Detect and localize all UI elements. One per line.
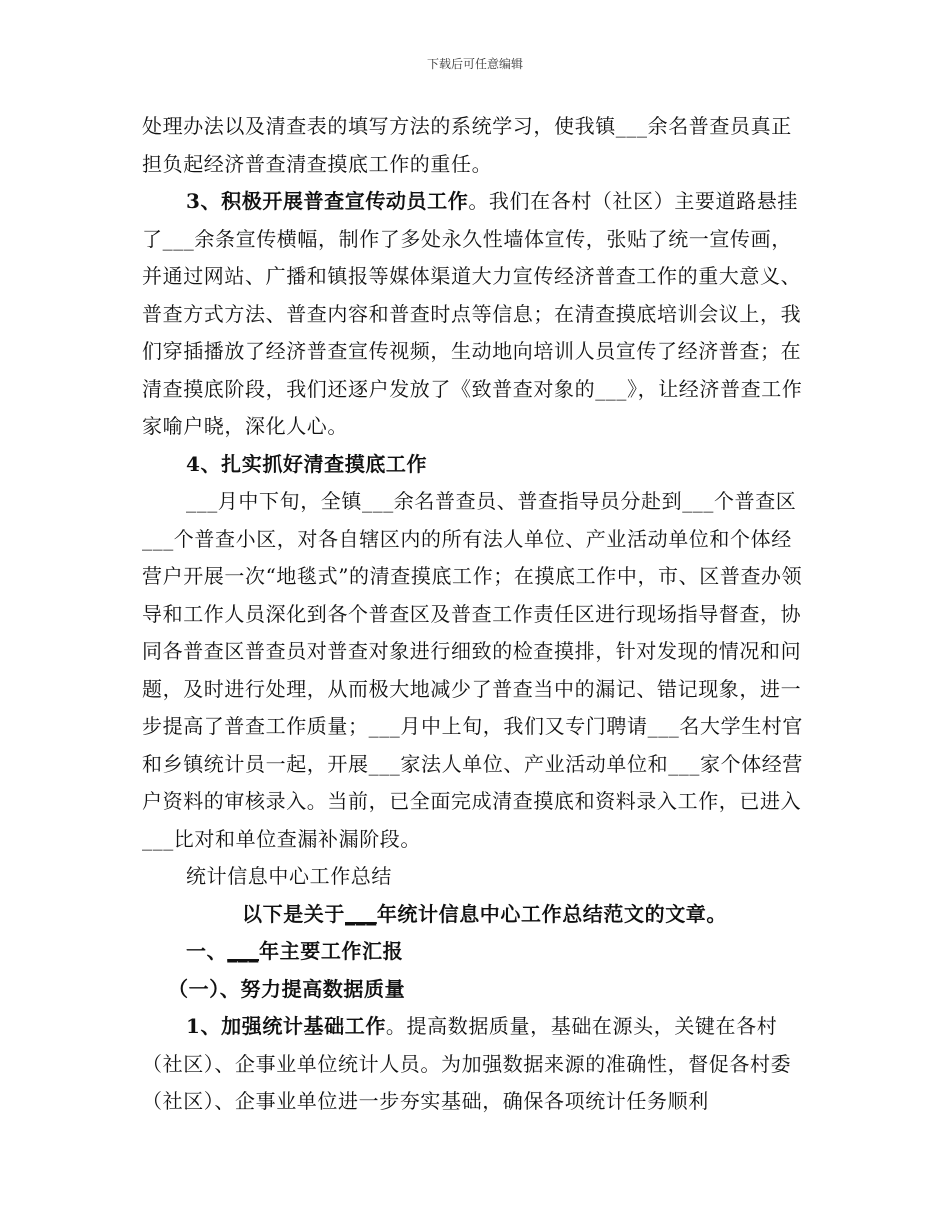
section-heading-1-blank: ___ xyxy=(227,939,260,963)
heading-survey-work: 4、扎实抓好清查摸底工作 xyxy=(186,451,428,476)
heading-publicity: 3、积极开展普查宣传动员工作 xyxy=(186,189,469,213)
intro-post: 年统计信息中心工作总结范文的文章。 xyxy=(376,901,728,926)
paragraph-training-wrapup: 处理办法以及清查表的填写方法的系统学习，使我镇___余名普查员真正担负起经济普查清查摸底工作的重任。 xyxy=(142,114,792,176)
section-heading-1-pre: 一、 xyxy=(186,939,228,963)
document-body xyxy=(142,108,812,1121)
paragraph-statistics-foundation xyxy=(142,1008,812,1121)
paragraph-statistics-foundation-body: 。提高数据质量，基础在源头，关键在各村（社区）、企事业单位统计人员。为加强数据来源的准确性，督促各村委（社区）、企事业单位进一步夯实基础，确保各项统计任务顺利 xyxy=(142,1014,792,1113)
section-heading-1 xyxy=(142,933,812,971)
intro-blank: ___ xyxy=(345,901,377,926)
paragraph-survey-work: ___月中下旬，全镇___余名普查员、普查指导员分赴到___个普查区___个普查小区，对各自辖区内的所有法人单位、产业活动单位和个体经营户开展一次“地毯式”的清查摸底工作；在摸底工作中，市、区普查办领导和工作人员深化到各个普查区及普查工作责任区进行现场指导督查，协同各普查区普查员对普查对象进行细致的检查摸排，针对发现的情况和问题，及时进行处理，从而极大地减少了普查当中的漏记、错记现象，进一步提高了普查工作质量；___月中上旬，我们又专门聘请___名大学生村官和乡镇统计员一起，开展___家法人单位、产业活动单位和___家个体经营户资料的审核录入。当前，已全面完成清查摸底和资料录入工作，已进入___比对和单位查漏补漏阶段。 xyxy=(142,489,803,851)
subsection-heading-1: （一）、努力提高数据质量 xyxy=(168,976,406,1001)
page-header: 下载后可任意编辑 xyxy=(426,57,523,71)
intro-line xyxy=(142,896,812,934)
intro-pre: 以下是关于 xyxy=(242,901,345,926)
section-heading-1-post: 年主要工作汇报 xyxy=(259,939,404,963)
paragraph-publicity xyxy=(142,183,812,446)
summary-title: 统计信息中心工作总结 xyxy=(186,864,392,888)
heading-statistics-foundation: 1、加强统计基础工作 xyxy=(186,1014,386,1038)
paragraph-publicity-body: 。我们在各村（社区）主要道路悬挂了___余条宣传横幅，制作了多处永久性墙体宣传，张贴了统一宣传画，并通过网站、广播和镇报等媒体渠道大力宣传经济普查工作的重大意义、普查方式方法、普查内容和普查时点等信息；在清查摸底培训会议上，我们穿插播放了经济普查宣传视频，生动地向培训人员宣传了经济普查；在清查摸底阶段，我们还逐户发放了《致普查对象的___》，让经济普查工作家喻户晓，深化人心。 xyxy=(142,189,803,438)
